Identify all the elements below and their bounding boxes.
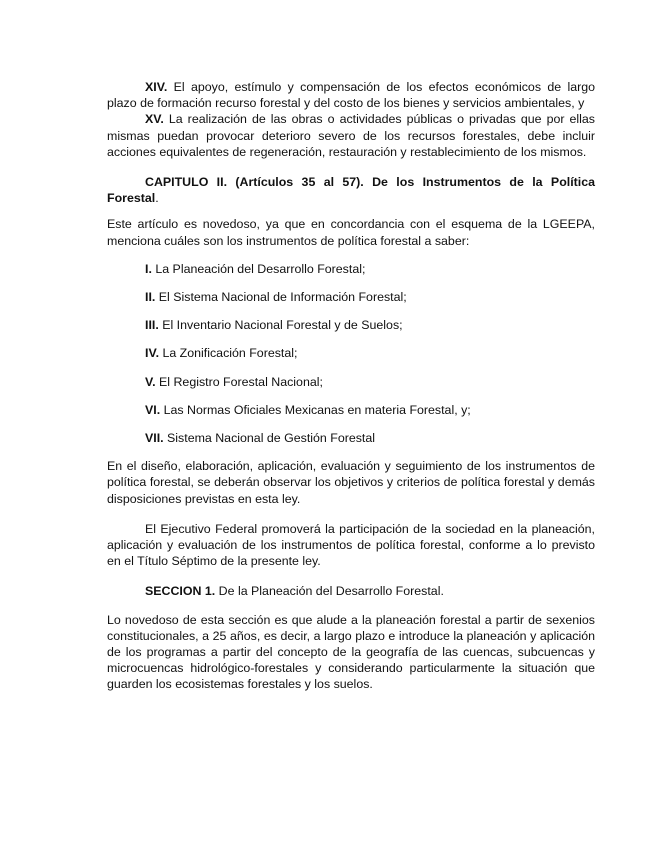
list-item (145, 345, 595, 361)
list-item-numeral: I. (145, 261, 152, 276)
seccion-heading-bold: SECCION 1. (145, 584, 216, 599)
list-item-numeral: IV. (145, 346, 160, 361)
list-item-text: La Planeación del Desarrollo Forestal; (151, 261, 366, 276)
fraccion-xv-text: La realización de las obras o actividades públicas o privadas que por ellas mismas puedan provocar deterioro severo de los recursos forestales, debe incluir acciones equivalentes de regeneración, restauración y restablecimiento de los mismos. (107, 112, 595, 159)
fraccion-xv-numeral: XV. (145, 112, 164, 127)
capitulo-heading (107, 174, 595, 206)
fraccion-xiv-text: El apoyo, estímulo y compensación de los efectos económicos de largo plazo de formación recurso forestal y del costo de los bienes y servicios ambientales, y (107, 80, 595, 111)
paragraph-novedoso: Lo novedoso de esta sección es que alude a la planeación forestal a partir de sexenios constitucionales, a 25 años, es decir, a largo plazo e introduce la planeación y aplicación de los programas a partir del concepto de la geografía de las cuencas, subcuencas y microcuencas hidrológico-forestales y considerando particularmente la situación que guarden los ecosistemas forestales y los suelos. (107, 612, 595, 692)
list-item-numeral: VI. (145, 402, 161, 417)
list-item-text: Las Normas Oficiales Mexicanas en materia Forestal, y; (160, 402, 471, 417)
list-item (145, 289, 595, 305)
list-item-text: La Zonificación Forestal; (159, 346, 298, 361)
seccion-heading-text: De la Planeación del Desarrollo Forestal. (215, 584, 444, 599)
capitulo-heading-bold: CAPITULO II. (Artículos 35 al 57). De los Instrumentos de la Política Forestal (107, 175, 595, 206)
fraccion-xiv (107, 79, 595, 111)
paragraph-ejecutivo: El Ejecutivo Federal promoverá la participación de la sociedad en la planeación, aplicación y evaluación de los instrumentos de política forestal, conforme a lo previsto en el Título Séptimo de la presente ley. (107, 521, 595, 569)
list-item-numeral: VII. (145, 431, 164, 446)
list-item (145, 430, 595, 446)
list-item-numeral: III. (145, 318, 159, 333)
fraccion-xv (107, 111, 595, 160)
intro-paragraph: Este artículo es novedoso, ya que en concordancia con el esquema de la LGEEPA, menciona cuáles son los instrumentos de política forestal a saber: (107, 217, 595, 248)
list-item-text: El Sistema Nacional de Información Forestal; (155, 290, 407, 305)
list-item-numeral: II. (145, 290, 156, 305)
seccion-heading (107, 583, 595, 599)
fraccion-xiv-numeral: XIV. (145, 80, 168, 94)
list-item (145, 317, 595, 333)
paragraph-diseno: En el diseño, elaboración, aplicación, evaluación y seguimiento de los instrumentos de política forestal, se deberán observar los objetivos y criterios de política forestal y demás disposiciones previstas en esta ley. (107, 459, 595, 506)
list-item-text: El Registro Forestal Nacional; (155, 374, 323, 389)
list-item-text: Sistema Nacional de Gestión Forestal (163, 431, 376, 446)
list-item-text: El Inventario Nacional Forestal y de Suelos; (158, 318, 403, 333)
document-page (107, 79, 595, 693)
list-item-numeral: V. (145, 374, 156, 389)
list-item (145, 374, 595, 390)
list-item (145, 402, 595, 418)
list-item (145, 261, 595, 277)
instrumentos-list (107, 261, 595, 446)
capitulo-heading-tail: . (155, 191, 159, 206)
